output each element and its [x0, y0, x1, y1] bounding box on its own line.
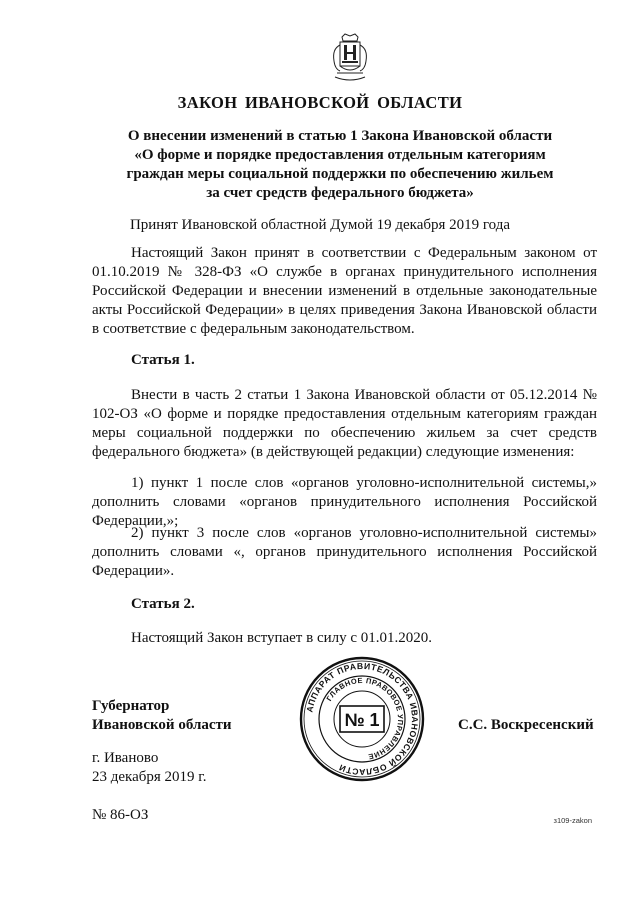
stamp-outer-text: АППАРАТ ПРАВИТЕЛЬСТВА ИВАНОВСКОЙ ОБЛАСТИ — [304, 660, 421, 778]
place-and-date — [92, 749, 207, 787]
article-2-text: Настоящий Закон вступает в силу с 01.01.2020. — [131, 630, 433, 646]
article-1-item-1: 1) пункт 1 после слов «органов уголовно-исполнительной системы,» дополнить словами «органов принудительного исполнения Российской Федерации,»; — [92, 475, 597, 529]
signing-date: 23 декабря 2019 г. — [92, 769, 207, 785]
article-1-intro: Внести в часть 2 статьи 1 Закона Ивановской области от 05.12.2014 № 102-ОЗ «О форме и порядке предоставления отдельным категориям граждан меры социальной поддержки по обеспечению жильем за счет средств федерального бюджета» (в действующей редакции) следующие изменения: — [92, 387, 597, 460]
signatory-name: С.С. Воскресенский — [458, 717, 594, 733]
coat-of-arms-icon — [329, 33, 371, 85]
position-line: Ивановской области — [92, 717, 232, 733]
article-1-item-2: 2) пункт 3 после слов «органов уголовно-исполнительной системы» дополнить словами «, органов принудительного исполнения Российской Федерации». — [92, 525, 597, 579]
document-subtitle — [110, 127, 570, 203]
preamble-paragraph: Настоящий Закон принят в соответствии с Федеральным законом от 01.10.2019 № 328-ФЗ «О службе в органах принудительного исполнения Российской Федерации и внесении изменений в отдельные законодательные акты Российской Федерации» в целях приведения Закона Ивановской области в соответствие с федеральным законодательством. — [92, 245, 597, 337]
city: г. Иваново — [92, 750, 159, 766]
file-reference: з109-zakon — [553, 816, 592, 825]
signatory-position — [92, 697, 232, 735]
position-line: Губернатор — [92, 698, 170, 714]
official-stamp — [298, 655, 426, 783]
adoption-note: Принят Ивановской областной Думой 19 декабря 2019 года — [129, 217, 511, 233]
article-1-heading: Статья 1. — [131, 352, 195, 368]
stamp-center-number: № 1 — [344, 710, 380, 730]
subtitle-line: за счет средств федерального бюджета» — [206, 185, 474, 201]
subtitle-line: «О форме и порядке предоставления отдельным категориям — [134, 147, 546, 163]
subtitle-line: О внесении изменений в статью 1 Закона Ивановской области — [127, 128, 553, 144]
article-2-heading: Статья 2. — [131, 596, 195, 612]
subtitle-line: граждан меры социальной поддержки по обеспечению жильем — [126, 166, 554, 182]
law-number: № 86-ОЗ — [92, 807, 149, 823]
stamp-inner-text: ГЛАВНОЕ ПРАВОВОЕ УПРАВЛЕНИЕ — [324, 675, 406, 762]
document-title: ЗАКОН ИВАНОВСКОЙ ОБЛАСТИ — [177, 93, 463, 112]
